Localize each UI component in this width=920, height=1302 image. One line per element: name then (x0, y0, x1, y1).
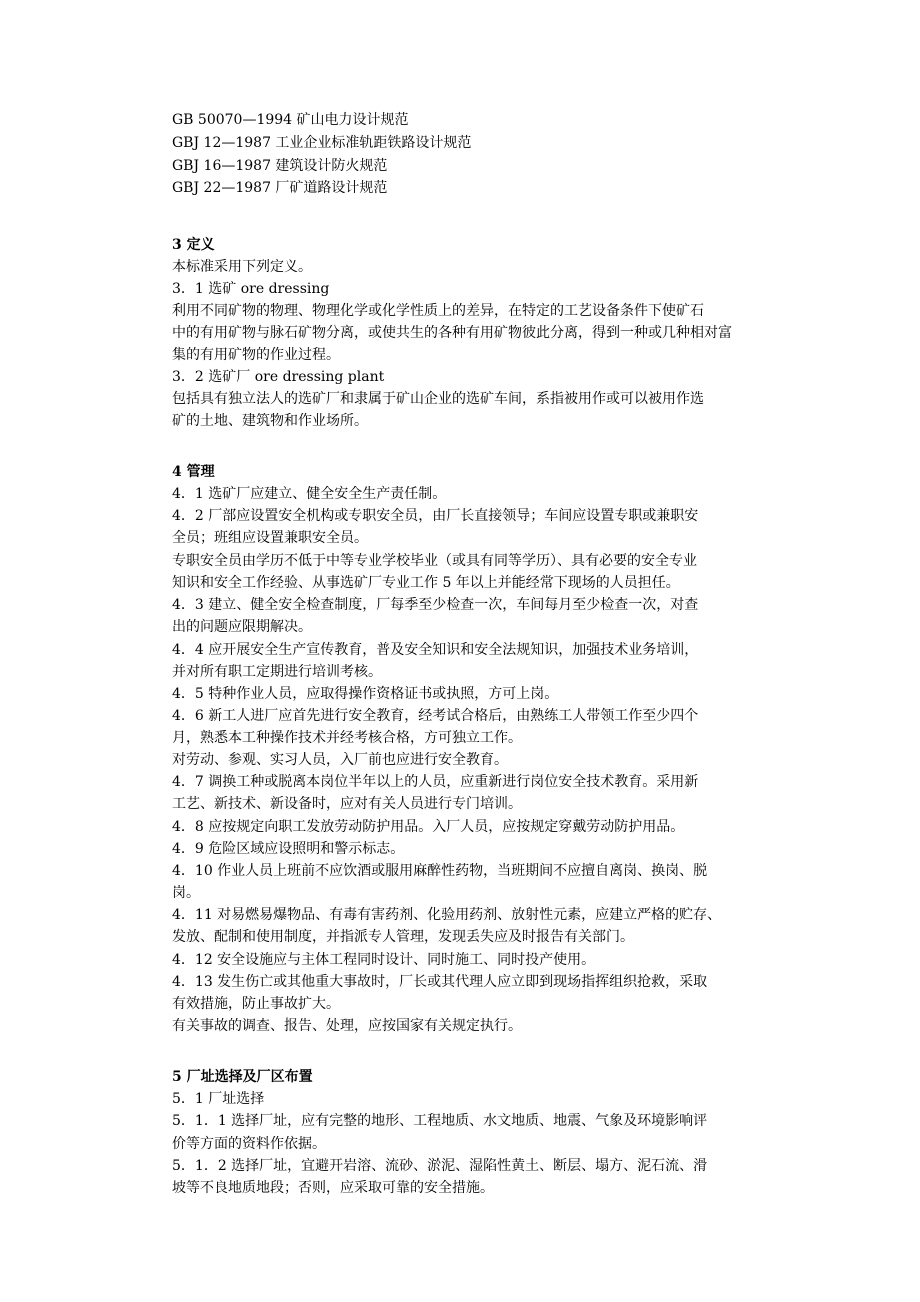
paragraph-line: 4．6 新工人进厂应首先进行安全教育，经考试合格后，由熟练工人带领工作至少四个 (172, 708, 699, 724)
paragraph-line: 4．4 应开展安全生产宣传教育，普及安全知识和安全法规知识，加强技术业务培训， (172, 642, 699, 658)
paragraph-line: 5．1．1 选择厂址，应有完整的地形、工程地质、水文地质、地震、气象及环境影响评 (172, 1113, 708, 1129)
paragraph-line: 全员；班组应设置兼职安全员。 (172, 530, 368, 546)
paragraph-line: 知识和安全工作经验、从事选矿厂专业工作 5 年以上并能经常下现场的人员担任。 (172, 575, 680, 591)
definition-title: 3．2 选矿厂 ore dressing plant (172, 369, 385, 385)
paragraph-line: 4．1 选矿厂应建立、健全安全生产责任制。 (172, 486, 447, 502)
reference-line: GB 50070—1994 矿山电力设计规范 (172, 112, 409, 128)
paragraph-line: 4．2 厂部应设置安全机构或专职安全员，由厂长直接领导；车间应设置专职或兼职安 (172, 508, 699, 524)
paragraph-line: 4．9 危险区域应设照明和警示标志。 (172, 841, 405, 857)
paragraph-line: 坡等不良地质地段；否则，应采取可靠的安全措施。 (172, 1180, 494, 1196)
section-heading: 5 厂址选择及厂区布置 (172, 1069, 313, 1085)
paragraph-line: 利用不同矿物的物理、物理化学或化学性质上的差异，在特定的工艺设备条件下使矿石 (172, 303, 704, 319)
paragraph-line: 有关事故的调查、报告、处理，应按国家有关规定执行。 (172, 1018, 522, 1034)
reference-line: GBJ 12—1987 工业企业标准轨距铁路设计规范 (172, 135, 472, 151)
paragraph-line: 中的有用矿物与脉石矿物分离，或使共生的各种有用矿物彼此分离，得到一种或几种相对富 (172, 325, 732, 341)
paragraph-line: 价等方面的资料作依据。 (172, 1136, 326, 1152)
paragraph-line: 发放、配制和使用制度，并指派专人管理，发现丢失应及时报告有关部门。 (172, 929, 634, 945)
paragraph-line: 对劳动、参观、实习人员，入厂前也应进行安全教育。 (172, 752, 508, 768)
paragraph-line: 出的问题应限期解决。 (172, 619, 312, 635)
paragraph-line: 矿的土地、建筑物和作业场所。 (172, 413, 368, 429)
paragraph-line: 并对所有职工定期进行培训考核。 (172, 664, 382, 680)
paragraph-line: 4．7 调换工种或脱离本岗位半年以上的人员，应重新进行岗位安全技术教育。采用新 (172, 774, 699, 790)
paragraph-line: 岗。 (172, 885, 200, 901)
paragraph-line: 集的有用矿物的作业过程。 (172, 347, 340, 363)
paragraph-line: 月，熟悉本工种操作技术并经考核合格，方可独立工作。 (172, 730, 522, 746)
reference-line: GBJ 22—1987 厂矿道路设计规范 (172, 180, 388, 196)
paragraph-line: 4．11 对易燃易爆物品、有毒有害药剂、化验用药剂、放射性元素，应建立严格的贮存、 (172, 907, 722, 923)
reference-line: GBJ 16—1987 建筑设计防火规范 (172, 158, 388, 174)
paragraph-line: 4．5 特种作业人员，应取得操作资格证书或执照，方可上岗。 (172, 686, 559, 702)
paragraph-line: 包括具有独立法人的选矿厂和隶属于矿山企业的选矿车间，系指被用作或可以被用作选 (172, 391, 704, 407)
paragraph-line: 4．3 建立、健全安全检查制度，厂每季至少检查一次，车间每月至少检查一次，对查 (172, 597, 699, 613)
paragraph-line: 5．1．2 选择厂址，宜避开岩溶、流砂、淤泥、湿陷性黄土、断层、塌方、泥石流、滑 (172, 1158, 708, 1174)
definition-title: 3．1 选矿 ore dressing (172, 281, 330, 297)
paragraph-line: 5．1 厂址选择 (172, 1091, 265, 1107)
paragraph-line: 4．13 发生伤亡或其他重大事故时，厂长或其代理人应立即到现场指挥组织抢救，采取 (172, 974, 708, 990)
paragraph-line: 本标准采用下列定义。 (172, 259, 312, 275)
paragraph-line: 专职安全员由学历不低于中等专业学校毕业（或具有同等学历）、具有必要的安全专业 (172, 553, 697, 569)
paragraph-line: 4．8 应按规定向职工发放劳动防护用品。入厂人员，应按规定穿戴劳动防护用品。 (172, 819, 685, 835)
paragraph-line: 工艺、新技术、新设备时，应对有关人员进行专门培训。 (172, 796, 522, 812)
paragraph-line: 4．12 安全设施应与主体工程同时设计、同时施工、同时投产使用。 (172, 952, 596, 968)
paragraph-line: 4．10 作业人员上班前不应饮酒或服用麻醉性药物，当班期间不应擅自离岗、换岗、脱 (172, 863, 708, 879)
section-heading: 4 管理 (172, 464, 215, 480)
paragraph-line: 有效措施，防止事故扩大。 (172, 996, 340, 1012)
section-heading: 3 定义 (172, 237, 215, 253)
